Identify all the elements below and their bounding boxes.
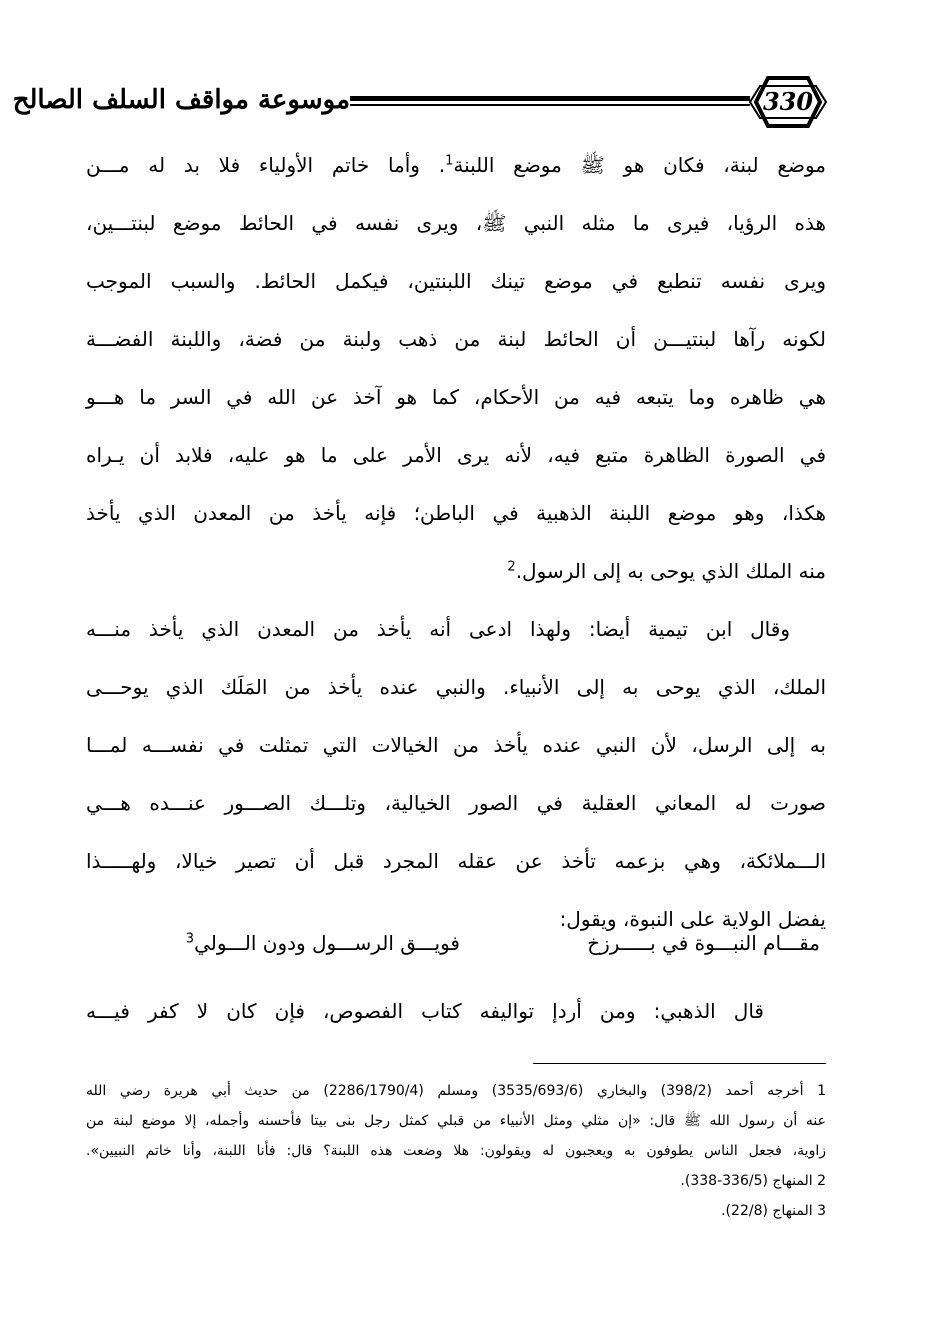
text-line: ويرى نفسه تنطبع في موضع تينك اللبنتين، فيكمل الحائط. والسبب الموجب	[86, 269, 826, 293]
text-line: وقال ابن تيمية أيضا: ولهذا ادعى أنه يأخذ من المعدن الذي يأخذ منـــه	[86, 617, 790, 641]
text-line: في الصورة الظاهرة متبع فيه، لأنه يرى الأمر على ما هو عليه، فلابد أن يـراه	[86, 443, 826, 467]
text-line: الملك، الذي يوحى به إلى الأنبياء. والنبي عنده يأخذ من المَلَك الذي يوحـــى	[86, 675, 826, 699]
text-line: هي ظاهره وما يتبعه فيه من الأحكام، كما هو آخذ عن الله في السر ما هـــو	[86, 385, 826, 409]
verse-hemistich-first: مقـــام النبـــوة في بـــــرزخ	[587, 931, 820, 955]
text-line: صورت له المعاني العقلية في الصور الخيالية، وتلـــك الصـــور عنـــده هـــي	[86, 791, 826, 815]
footnote-line: 3 المنهاج (22/8).	[721, 1203, 826, 1219]
text-line: به إلى الرسل، لأن النبي عنده يأخذ من الخيالات التي تمثلت في نفســـه لمـــا	[86, 733, 826, 757]
verse-hemistich-second: فويـــق الرســـول ودون الـــولي$^3$	[185, 931, 460, 955]
footnote-ref: 1	[445, 153, 454, 169]
footnotes	[86, 1076, 826, 1226]
text-line: موضع لبنة، فكان هو ﷺ موضع اللبنة$^1$. وأما خاتم الأولياء فلا بد له مـــن	[86, 153, 827, 177]
footnote-line: زاوية، فجعل الناس يطوفون به ويعجبون له ويقولون: هلا وضعت هذه اللبنة؟ قال: فأنا اللبنة، وأنا خاتم النبيين».	[86, 1143, 826, 1159]
footnote-ref: 2	[507, 559, 516, 575]
page-header	[12, 70, 830, 134]
body-text	[86, 136, 826, 948]
text-line: هذه الرؤيا، فيرى ما مثله النبي ﷺ، ويرى نفسه في الحائط موضع لبنتـــين،	[86, 211, 826, 235]
text-line: لكونه رآها لبنتيـــن أن الحائط لبنة من ذهب ولبنة من فضة، واللبنة الفضـــة	[86, 327, 826, 351]
footnote-line: 1 أخرجه أحمد (398/2) والبخاري (3535/693/6) ومسلم (2286/1790/4) من حديث أبي هريرة رضي الله	[86, 1083, 826, 1099]
footnote-line: عنه أن رسول الله ﷺ قال: «إن مثلي ومثل الأنبياء من قبلي كمثل رجل بنى بيتا فأحسنه وأجمله، إلا موضع لبنة من	[86, 1113, 826, 1129]
text-line: هكذا، وهو موضع اللبنة الذهبية في الباطن؛ فإنه يأخذ من المعدن الذي يأخذ	[86, 501, 826, 525]
text-line: منه الملك الذي يوحى به إلى الرسول.$^2$	[507, 559, 826, 583]
text-line: قال الذهبي: ومن أردإ تواليفه كتاب الفصوص، فإن كان لا كفر فيـــه	[86, 999, 764, 1023]
footnote-separator	[533, 1063, 826, 1064]
poetry-verse	[86, 914, 826, 972]
footnote-line: 2 المنهاج (336/5-338).	[680, 1173, 826, 1189]
header-rule	[350, 96, 750, 108]
page-number-badge	[746, 70, 830, 134]
text-line: الـــملائكة، وهي بزعمه تأخذ عن عقله المجرد قبل أن تصير خيالا، ولهـــــذا	[86, 849, 826, 873]
footnote-ref: 3	[185, 931, 195, 947]
book-title: موسوعة مواقف السلف الصالح	[12, 85, 350, 115]
page-number: 330	[762, 87, 814, 116]
text-line: يفضل الولاية على النبوة، ويقول:	[559, 907, 826, 931]
